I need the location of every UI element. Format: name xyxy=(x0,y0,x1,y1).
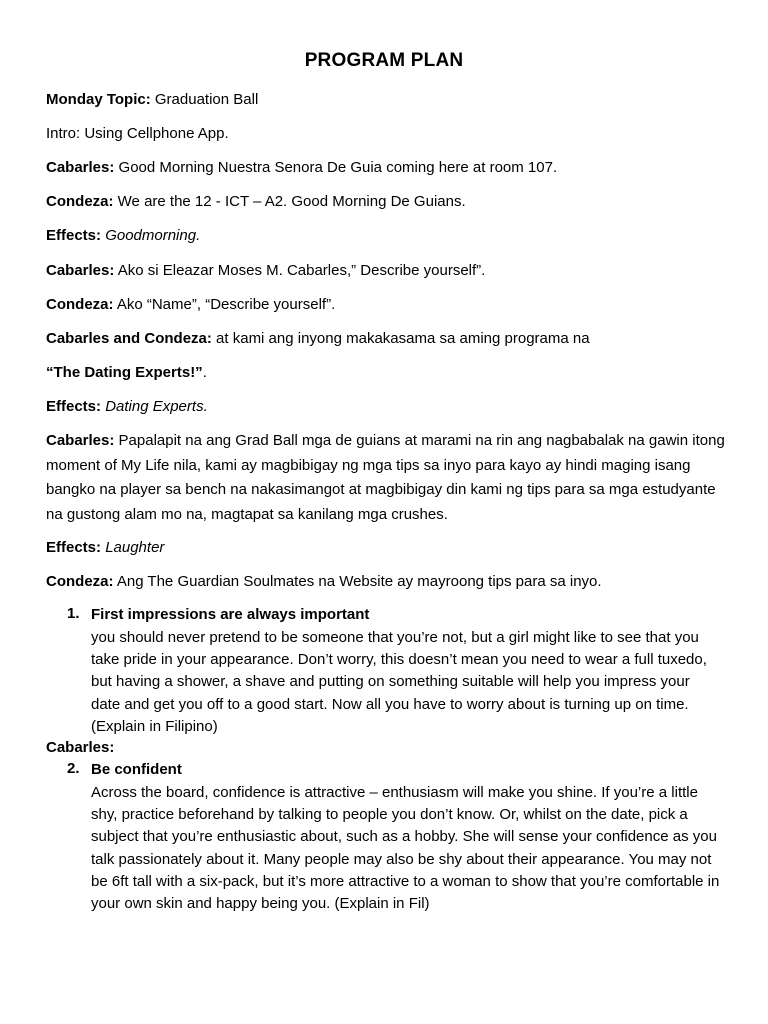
script-line xyxy=(46,397,208,417)
script-line xyxy=(46,261,485,281)
speaker-label: Condeza: xyxy=(46,573,114,590)
list-number: 1. xyxy=(67,605,80,622)
page-title: PROGRAM PLAN xyxy=(304,50,464,71)
speaker-label: Cabarles: xyxy=(46,739,115,756)
list-item-body: Across the board, confidence is attractive – enthusiasm will make you shine. If you’re a little shy, practice beforehand by talking to people you don’t know. Or, whilst on the date, pick a subject that you’re enthusiastic about, such as a hobby. She will sense your confidence as you talk passionately about it. Many people may also be shy about their appearance. You may not be 6ft tall with a six-pack, but it’s more attractive to a woman to show that you’re comfortable in your own skin and happy being you. (Explain in Fil) xyxy=(91,784,720,913)
cabarles-paragraph xyxy=(46,429,726,527)
show-title: “The Dating Experts!” xyxy=(46,364,203,381)
script-line xyxy=(46,572,602,592)
list-number: 2. xyxy=(67,760,80,777)
script-line xyxy=(46,226,200,246)
speaker-label: Cabarles and Condeza: xyxy=(46,330,212,347)
speaker-label: Effects: xyxy=(46,227,102,244)
paragraph-text: Papalapit na ang Grad Ball mga de guians at marami na rin ang nagbabalak na gawin itong moment of My Life nila, kami ay magbibigay ng mga tips sa inyo para kayo ay hindi maging isang bangko na player sa bench na nakasimangot at magbibigay din kami ng tips para sa mga estudyante na gustong alam mo na, magtapat sa kanilang mga crushes. xyxy=(46,432,725,523)
line-text: Ako “Name”, “Describe yourself”. xyxy=(116,296,336,313)
speaker-label: Effects: xyxy=(46,398,102,415)
script-line xyxy=(46,363,207,383)
script-line xyxy=(46,90,258,110)
script-line xyxy=(46,738,114,758)
script-line xyxy=(46,538,164,558)
script-line xyxy=(46,192,466,212)
line-text: Laughter xyxy=(105,539,165,556)
line-text: Good Morning Nuestra Senora De Guia coming here at room 107. xyxy=(118,159,558,176)
script-line xyxy=(46,124,229,144)
line-text: Graduation Ball xyxy=(154,91,259,108)
line-text: Goodmorning. xyxy=(105,227,201,244)
script-line xyxy=(46,158,557,178)
line-text: Ang The Guardian Soulmates na Website ay mayroong tips para sa inyo. xyxy=(116,573,602,590)
list-item-title: Be confident xyxy=(91,761,182,778)
script-line xyxy=(46,295,335,315)
line-text: We are the 12 - ICT – A2. Good Morning De Guians. xyxy=(117,193,466,210)
line-text: Intro: Using Cellphone App. xyxy=(46,125,229,142)
list-item-title: First impressions are always important xyxy=(91,606,370,623)
speaker-label: Condeza: xyxy=(46,193,114,210)
speaker-label: Monday Topic: xyxy=(46,91,151,108)
list-item-body: you should never pretend to be someone that you’re not, but a girl might like to see that you take pride in your appearance. Don’t worry, this doesn’t mean you need to wear a full tuxedo, but having a shower, a shave and putting on something suitable will help you impress your date and get you off to a good start. Now all you have to worry about is turning up on time. (Explain in Filipino) xyxy=(91,629,707,735)
line-text: Ako si Eleazar Moses M. Cabarles,” Describe yourself”. xyxy=(117,262,486,279)
speaker-label: Effects: xyxy=(46,539,102,556)
speaker-label: Cabarles: xyxy=(46,159,115,176)
speaker-label: Cabarles: xyxy=(46,432,115,449)
line-text: . xyxy=(202,364,207,381)
script-line xyxy=(46,329,590,349)
speaker-label: Cabarles: xyxy=(46,262,115,279)
line-text: Dating Experts. xyxy=(105,398,208,415)
line-text: at kami ang inyong makakasama sa aming programa na xyxy=(216,330,590,347)
speaker-label: Condeza: xyxy=(46,296,114,313)
